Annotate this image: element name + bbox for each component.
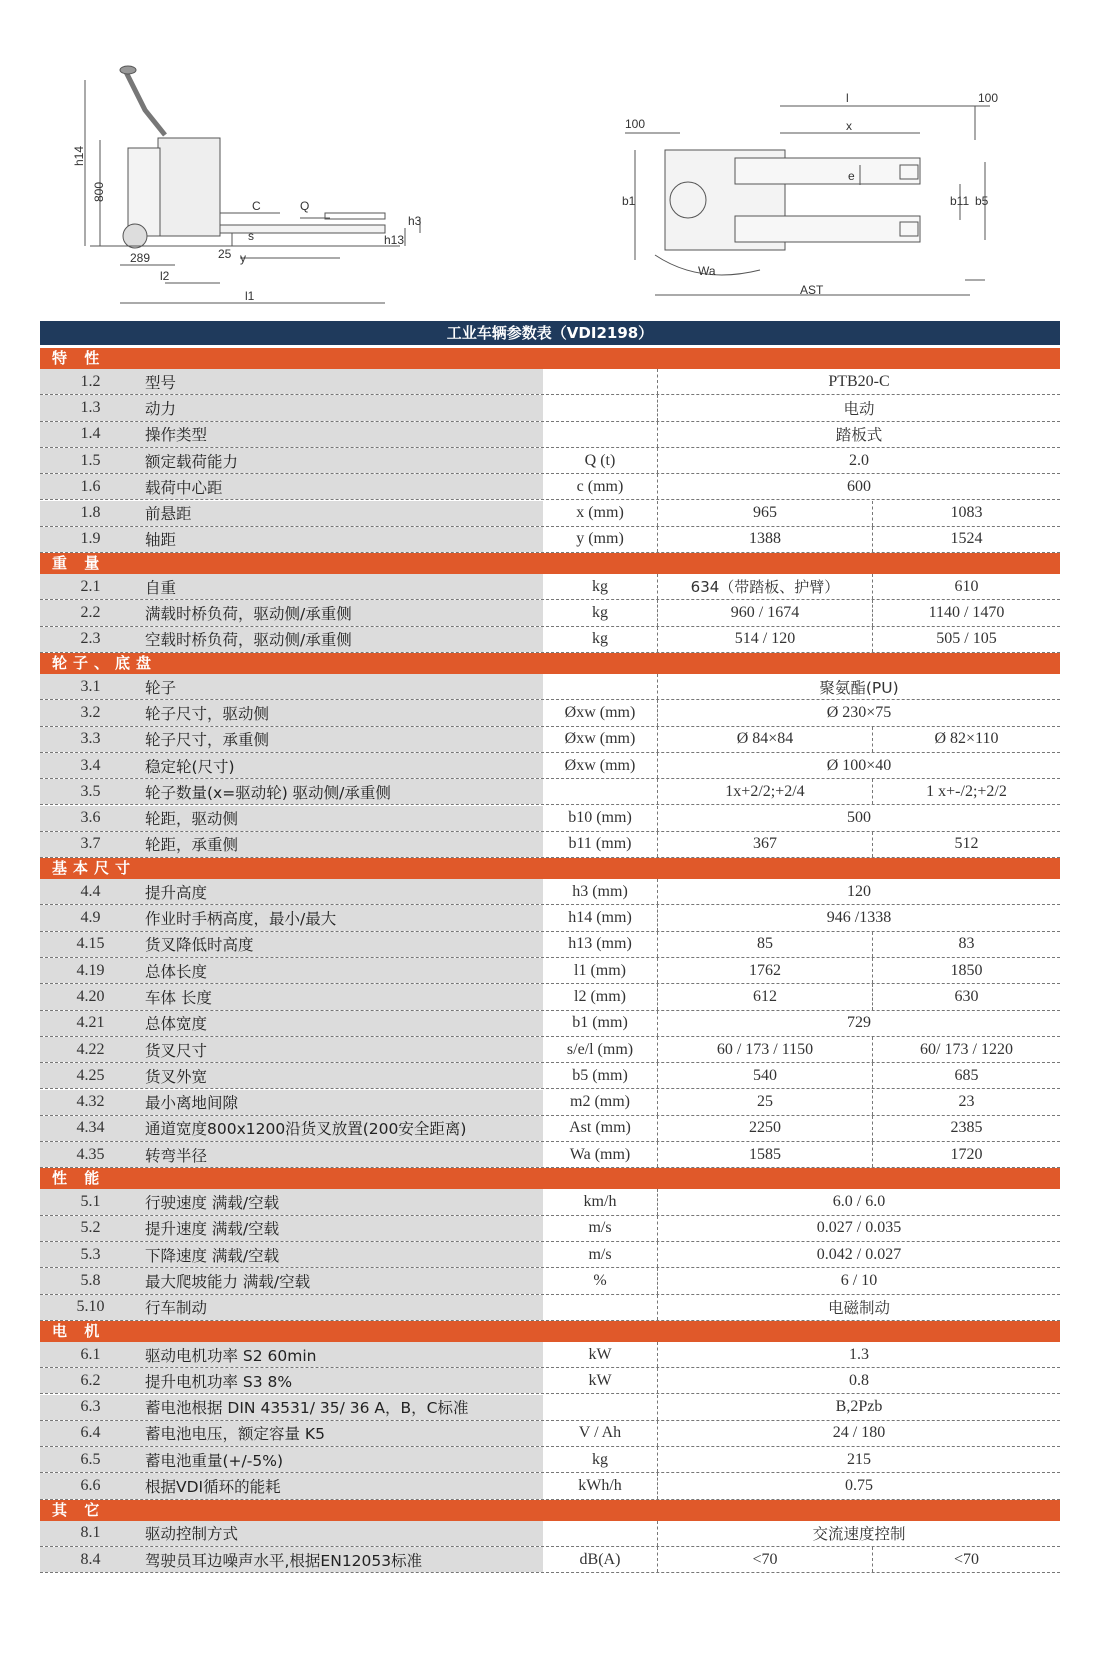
row-unit	[543, 1295, 658, 1320]
row-description: 货叉尺寸	[141, 1037, 543, 1062]
row-description: 轴距	[141, 527, 543, 552]
row-unit: Ast (mm)	[543, 1116, 658, 1141]
section-header: 特 性	[40, 348, 1060, 369]
table-row	[40, 932, 1060, 958]
section-header: 电 机	[40, 1321, 1060, 1342]
table-row	[40, 905, 1060, 931]
table-row	[40, 1242, 1060, 1268]
dim-label-q: Q	[300, 199, 310, 213]
row-value: 1.3	[849, 1345, 869, 1363]
table-row	[40, 1063, 1060, 1089]
row-value-model-2: 60/ 173 / 1220	[872, 1037, 1060, 1062]
row-unit: kWh/h	[543, 1473, 658, 1498]
dim-label-c: C	[252, 199, 261, 213]
row-number: 8.4	[40, 1547, 141, 1572]
row-number: 4.21	[40, 1011, 141, 1036]
row-value: 120	[847, 882, 871, 900]
table-row	[40, 832, 1060, 858]
table-row	[40, 1547, 1060, 1573]
row-unit: %	[543, 1268, 658, 1293]
row-value-model-1: 25	[757, 1093, 773, 1111]
row-value: 6 / 10	[840, 1271, 878, 1289]
row-description: 驱动电机功率 S2 60min	[141, 1342, 543, 1367]
table-row	[40, 1268, 1060, 1294]
row-number: 5.8	[40, 1268, 141, 1293]
row-value-model-2: 610	[872, 574, 1060, 599]
row-value: 0.8	[849, 1371, 869, 1389]
row-number: 1.3	[40, 395, 141, 420]
row-unit: Øxw (mm)	[543, 700, 658, 725]
row-description: 动力	[141, 395, 543, 420]
row-unit: l2 (mm)	[543, 984, 658, 1009]
row-value: 729	[847, 1014, 871, 1032]
row-value-model-1: 2250	[749, 1119, 781, 1137]
row-value: 24 / 180	[832, 1424, 886, 1442]
row-number: 4.25	[40, 1063, 141, 1088]
row-number: 3.6	[40, 806, 141, 831]
row-value-model-1: 965	[753, 504, 777, 522]
table-row	[40, 1189, 1060, 1215]
row-number: 1.9	[40, 527, 141, 552]
row-description: 总体宽度	[141, 1011, 543, 1036]
row-number: 6.3	[40, 1395, 141, 1420]
dim-label-800: 800	[92, 181, 106, 202]
dim-label-100-left: 100	[625, 117, 646, 131]
row-description: 型号	[141, 369, 543, 394]
row-unit: dB(A)	[543, 1547, 658, 1572]
section-header: 轮子、底盘	[40, 653, 1060, 674]
dim-label-wa: Wa	[698, 264, 716, 278]
table-row	[40, 574, 1060, 600]
row-value-model-1: 612	[753, 987, 777, 1005]
row-value-model-2: 1 x+-/2;+2/2	[872, 779, 1060, 804]
row-value: 0.027 / 0.035	[816, 1219, 902, 1237]
row-value-model-2: Ø 82×110	[872, 727, 1060, 752]
dim-label-25: 25	[218, 247, 232, 261]
dim-label-100-right: 100	[978, 91, 999, 105]
row-value: 电磁制动	[827, 1299, 890, 1318]
dim-label-x: x	[846, 119, 852, 133]
row-value-model-1: 85	[757, 935, 773, 953]
row-description: 轮子	[141, 674, 543, 699]
section-header: 基本尺寸	[40, 858, 1060, 879]
table-row	[40, 879, 1060, 905]
row-description: 货叉外宽	[141, 1063, 543, 1088]
dim-label-h14: h14	[72, 145, 86, 166]
row-number: 5.3	[40, 1242, 141, 1267]
table-row	[40, 753, 1060, 779]
row-description: 轮距，承重侧	[141, 832, 543, 857]
row-value: 500	[847, 809, 871, 827]
row-value: 聚氨酯(PU)	[819, 678, 899, 697]
dim-label-l2: l2	[160, 269, 170, 283]
row-value-model-1: 514 / 120	[734, 630, 796, 648]
row-unit: b5 (mm)	[543, 1063, 658, 1088]
row-description: 载荷中心距	[141, 474, 543, 499]
table-row	[40, 1447, 1060, 1473]
row-value-model-1: Ø 84×84	[736, 730, 794, 748]
row-value-model-2: 83	[872, 932, 1060, 957]
row-value: PTB20-C	[828, 372, 890, 390]
row-description: 提升电机功率 S3 8%	[141, 1368, 543, 1393]
dim-label-289: 289	[130, 251, 151, 265]
row-unit: m2 (mm)	[543, 1090, 658, 1115]
row-value: 踏板式	[835, 426, 883, 445]
row-value-model-2: 23	[872, 1090, 1060, 1115]
table-row	[40, 674, 1060, 700]
row-description: 驱动控制方式	[141, 1521, 543, 1546]
technical-drawings	[0, 0, 1117, 320]
row-unit: y (mm)	[543, 527, 658, 552]
row-unit: c (mm)	[543, 474, 658, 499]
row-description: 车体 长度	[141, 984, 543, 1009]
table-row	[40, 474, 1060, 500]
row-number: 1.2	[40, 369, 141, 394]
row-value-model-1: 960 / 1674	[730, 604, 800, 622]
row-value: 电动	[843, 399, 875, 418]
row-description: 轮距，驱动侧	[141, 806, 543, 831]
row-number: 3.3	[40, 727, 141, 752]
table-row	[40, 422, 1060, 448]
row-unit: h13 (mm)	[543, 932, 658, 957]
row-number: 4.35	[40, 1142, 141, 1167]
dim-label-b11: b11	[950, 194, 970, 208]
row-value: 2.0	[849, 451, 869, 469]
table-row	[40, 395, 1060, 421]
row-value-model-2: 630	[872, 984, 1060, 1009]
row-description: 自重	[141, 574, 543, 599]
row-value-model-1: <70	[752, 1550, 778, 1568]
table-row	[40, 527, 1060, 553]
row-description: 操作类型	[141, 422, 543, 447]
row-value: 600	[847, 477, 871, 495]
row-unit: m/s	[543, 1216, 658, 1241]
table-row	[40, 806, 1060, 832]
row-value-model-1: 1x+2/2;+2/4	[725, 782, 805, 800]
table-row	[40, 1037, 1060, 1063]
row-number: 1.4	[40, 422, 141, 447]
row-unit: kW	[543, 1368, 658, 1393]
table-row	[40, 1473, 1060, 1499]
row-description: 转弯半径	[141, 1142, 543, 1167]
table-row	[40, 1116, 1060, 1142]
row-value-model-2: 1083	[872, 501, 1060, 526]
row-value-model-2: 1140 / 1470	[872, 600, 1060, 625]
row-description: 满载时桥负荷，驱动侧/承重侧	[141, 600, 543, 625]
dim-label-y: y	[240, 251, 246, 265]
row-unit	[543, 369, 658, 394]
row-unit: l1 (mm)	[543, 958, 658, 983]
row-number: 6.4	[40, 1421, 141, 1446]
row-description: 根据VDI循环的能耗	[141, 1473, 543, 1498]
row-number: 3.4	[40, 753, 141, 778]
row-description: 行车制动	[141, 1295, 543, 1320]
row-unit: kg	[543, 600, 658, 625]
row-value: Ø 100×40	[826, 756, 892, 774]
row-value-model-2: 1720	[872, 1142, 1060, 1167]
row-value-model-2: 2385	[872, 1116, 1060, 1141]
row-unit	[543, 1395, 658, 1420]
row-number: 2.1	[40, 574, 141, 599]
row-value: 946 /1338	[826, 909, 892, 927]
top-view-drawing	[625, 106, 990, 295]
table-row	[40, 1295, 1060, 1321]
row-unit: s/e/l (mm)	[543, 1037, 658, 1062]
row-unit: Øxw (mm)	[543, 727, 658, 752]
table-title: 工业车辆参数表（VDI2198）	[40, 321, 1060, 345]
row-unit: V / Ah	[543, 1421, 658, 1446]
row-unit: kg	[543, 627, 658, 652]
table-row	[40, 1142, 1060, 1168]
table-row	[40, 448, 1060, 474]
table-row	[40, 984, 1060, 1010]
row-value-model-2: 685	[872, 1063, 1060, 1088]
row-description: 轮子尺寸，驱动侧	[141, 700, 543, 725]
row-description: 空载时桥负荷，驱动侧/承重侧	[141, 627, 543, 652]
row-number: 3.2	[40, 700, 141, 725]
row-value-model-2: 1524	[872, 527, 1060, 552]
row-description: 轮子数量(x=驱动轮) 驱动侧/承重侧	[141, 779, 543, 804]
row-value: B,2Pzb	[835, 1398, 883, 1416]
table-row	[40, 1342, 1060, 1368]
row-number: 4.9	[40, 905, 141, 930]
dim-label-ast: AST	[800, 283, 824, 297]
row-value: Ø 230×75	[826, 703, 892, 721]
row-value: 0.75	[845, 1477, 873, 1495]
row-value-model-2: 505 / 105	[872, 627, 1060, 652]
row-number: 3.5	[40, 779, 141, 804]
row-unit: Wa (mm)	[543, 1142, 658, 1167]
row-description: 货叉降低时高度	[141, 932, 543, 957]
row-value-model-2: 1850	[872, 958, 1060, 983]
row-description: 轮子尺寸，承重侧	[141, 727, 543, 752]
row-description: 蓄电池电压，额定容量 K5	[141, 1421, 543, 1446]
row-description: 提升高度	[141, 879, 543, 904]
row-value-model-1: 1585	[749, 1145, 781, 1163]
table-row	[40, 627, 1060, 653]
row-unit: kg	[543, 574, 658, 599]
row-number: 4.32	[40, 1090, 141, 1115]
table-row	[40, 727, 1060, 753]
row-description: 行驶速度 满载/空载	[141, 1189, 543, 1214]
row-description: 额定载荷能力	[141, 448, 543, 473]
row-value: 6.0 / 6.0	[832, 1193, 886, 1211]
row-unit	[543, 395, 658, 420]
row-description: 提升速度 满载/空载	[141, 1216, 543, 1241]
row-number: 8.1	[40, 1521, 141, 1546]
spec-table	[40, 348, 1060, 1573]
row-number: 3.7	[40, 832, 141, 857]
row-description: 最小离地间隙	[141, 1090, 543, 1115]
table-row	[40, 1421, 1060, 1447]
row-unit: Øxw (mm)	[543, 753, 658, 778]
row-value-model-1: 60 / 173 / 1150	[716, 1040, 814, 1058]
row-unit: b1 (mm)	[543, 1011, 658, 1036]
side-view-drawing	[0, 0, 1117, 320]
row-number: 4.15	[40, 932, 141, 957]
row-description: 驾驶员耳边噪声水平,根据EN12053标准	[141, 1547, 543, 1572]
row-unit: b10 (mm)	[543, 806, 658, 831]
table-row	[40, 779, 1060, 805]
row-number: 1.5	[40, 448, 141, 473]
row-value-model-1: 1762	[749, 961, 781, 979]
table-row	[40, 1395, 1060, 1421]
dim-label-l1: l1	[245, 289, 255, 303]
dim-label-l: l	[846, 91, 849, 105]
row-description: 下降速度 满载/空载	[141, 1242, 543, 1267]
row-unit: kg	[543, 1447, 658, 1472]
row-number: 6.5	[40, 1447, 141, 1472]
row-value-model-2: <70	[872, 1547, 1060, 1572]
dim-label-s: s	[248, 229, 254, 243]
row-unit	[543, 674, 658, 699]
row-unit: Q (t)	[543, 448, 658, 473]
dim-label-b1: b1	[622, 194, 636, 208]
dim-label-h13: h13	[384, 233, 405, 247]
section-header: 重 量	[40, 553, 1060, 574]
row-description: 前悬距	[141, 501, 543, 526]
dim-label-h3: h3	[408, 214, 422, 228]
row-value-model-1: 540	[753, 1066, 777, 1084]
row-number: 5.1	[40, 1189, 141, 1214]
table-row	[40, 1368, 1060, 1394]
table-row	[40, 600, 1060, 626]
row-number: 5.10	[40, 1295, 141, 1320]
row-unit: x (mm)	[543, 501, 658, 526]
row-number: 1.6	[40, 474, 141, 499]
row-value-model-1: 1388	[749, 530, 781, 548]
row-value: 0.042 / 0.027	[816, 1245, 902, 1263]
row-description: 蓄电池根据 DIN 43531/ 35/ 36 A，B，C标准	[141, 1395, 543, 1420]
row-unit	[543, 422, 658, 447]
row-number: 4.20	[40, 984, 141, 1009]
row-value-model-1: 634（带踏板、护臂）	[690, 578, 840, 597]
row-unit	[543, 1521, 658, 1546]
section-header: 其 它	[40, 1500, 1060, 1521]
row-number: 4.22	[40, 1037, 141, 1062]
row-number: 2.3	[40, 627, 141, 652]
table-row	[40, 700, 1060, 726]
row-value-model-2: 512	[872, 832, 1060, 857]
row-number: 1.8	[40, 501, 141, 526]
row-unit: h14 (mm)	[543, 905, 658, 930]
row-description: 蓄电池重量(+/-5%)	[141, 1447, 543, 1472]
row-value: 215	[847, 1450, 871, 1468]
row-number: 4.19	[40, 958, 141, 983]
dim-label-e: e	[848, 169, 855, 183]
row-description: 总体长度	[141, 958, 543, 983]
row-number: 4.34	[40, 1116, 141, 1141]
row-unit: m/s	[543, 1242, 658, 1267]
row-number: 3.1	[40, 674, 141, 699]
row-description: 通道宽度800x1200沿货叉放置(200安全距离)	[141, 1116, 543, 1141]
row-value-model-1: 367	[753, 835, 777, 853]
row-number: 5.2	[40, 1216, 141, 1241]
dim-label-b5: b5	[975, 194, 989, 208]
row-number: 6.6	[40, 1473, 141, 1498]
section-header: 性 能	[40, 1168, 1060, 1189]
row-number: 4.4	[40, 879, 141, 904]
table-row	[40, 369, 1060, 395]
table-row	[40, 501, 1060, 527]
row-number: 2.2	[40, 600, 141, 625]
row-unit: h3 (mm)	[543, 879, 658, 904]
row-description: 作业时手柄高度，最小/最大	[141, 905, 543, 930]
row-unit: km/h	[543, 1189, 658, 1214]
table-row	[40, 1011, 1060, 1037]
table-row	[40, 1216, 1060, 1242]
row-number: 6.1	[40, 1342, 141, 1367]
table-row	[40, 958, 1060, 984]
table-row	[40, 1090, 1060, 1116]
row-unit	[543, 779, 658, 804]
row-value: 交流速度控制	[812, 1525, 906, 1544]
row-unit: b11 (mm)	[543, 832, 658, 857]
row-number: 6.2	[40, 1368, 141, 1393]
row-unit: kW	[543, 1342, 658, 1367]
row-description: 最大爬坡能力 满载/空载	[141, 1268, 543, 1293]
row-description: 稳定轮(尺寸)	[141, 753, 543, 778]
table-row	[40, 1521, 1060, 1547]
